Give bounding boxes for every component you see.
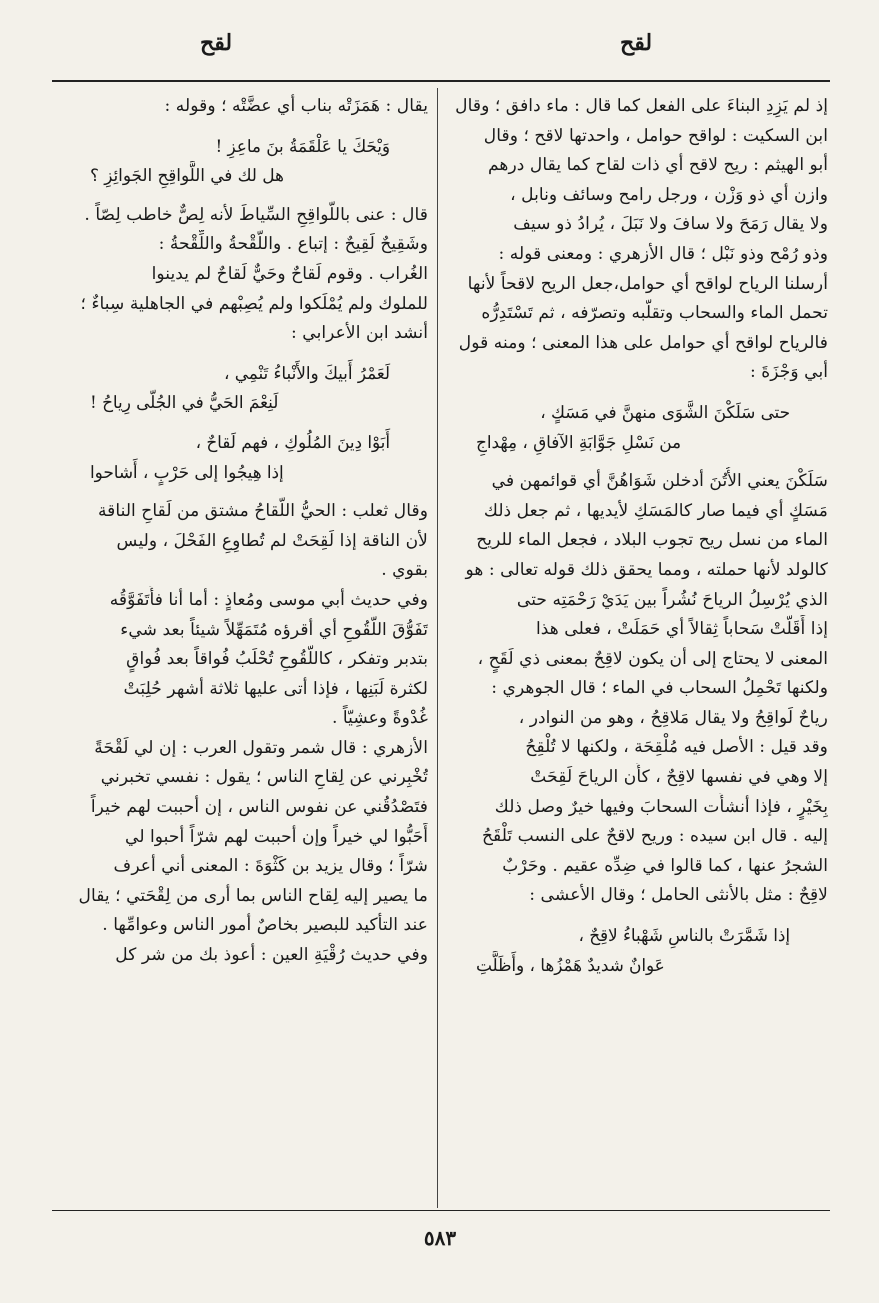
page-number: ٥٨٣ [423, 1226, 457, 1250]
verse-line: لَعَمْرُ أَبيكَ والأَنْباءُ تَنْمِي ، [224, 362, 390, 383]
text-line: الشجرُ عنها ، كما قالوا في ضِدِّه عقيم . وحَرْبٌ [502, 855, 828, 876]
text-line: للملوك ولم يُمْلَكوا ولم يُصِبْهم في الجاهلية سِباءٌ ؛ [80, 293, 428, 314]
verse-line: حتى سَلَكْنَ الشَّوَى منهنَّ في مَسَكٍ ، [540, 401, 790, 422]
verse-block [60, 132, 428, 191]
text-line: سَلَكْنَ يعني الأُتُنَ أدخلن شَوَاهُنَّ أي قوائمهن في [491, 471, 828, 492]
text-line: ابن السكيت : لواقح حوامل ، واحدتها لاقح ؛ وقال [483, 125, 828, 146]
text-line: يقال : هَمَزَتْه بناب أي عضَّتْه ؛ وقوله : [164, 96, 428, 116]
paragraph [60, 497, 428, 586]
paragraph [446, 467, 828, 911]
verse-line: هل لك في اللَّواقِحِ الجَوائِزِ ؟ [90, 165, 284, 186]
verse-line: من نَسْلِ جَوَّابَةِ الآفاقِ ، مِهْداجِ [476, 431, 681, 452]
verse-block [60, 359, 428, 418]
text-line: مَسَكٍ أي فيما صار كالمَسَكِ لأيديها ، ثم جعل ذلك [483, 500, 828, 521]
text-line: ولكنها تَحْمِلُ السحاب في الماء ؛ قال الجوهري : [491, 678, 828, 699]
text-line: تَفَوُّقَ اللَّقُوحِ أي أقرؤه مُتَمَهِّلاً شيئاً بعد شيء [120, 619, 428, 640]
text-line: وشَقِيحٌ لَقِيحٌ : إتباع . واللَّقْحةُ واللِّقْحةُ : [158, 234, 428, 255]
text-line: إذ لم يَزِدِ البناءَ على الفعل كما قال : ماء دافق ؛ وقال [455, 96, 828, 116]
text-line: رياحٌ لَواقِحُ ولا يقال مَلاقِحُ ، وهو من النوادر ، [518, 707, 828, 728]
verse-line: إذا شَمَّرَتْ بالناسِ شَهْباءُ لاقِحٌ ، [578, 925, 790, 946]
text-line: كالولد لأنها حملته ، ومما يحقق ذلك قوله تعالى : هو [465, 559, 828, 580]
verse-block [446, 921, 828, 980]
text-line: لأن الناقة إذا لَقِحَتْ لم تُطاوِعِ الفَحْلَ ، وليس [116, 530, 428, 551]
verse-line: أَبَوْا دِينَ المُلُوكِ ، فهم لَقاحٌ ، [195, 431, 390, 452]
text-line: الماء من نسل ريح تجوب البلاد ، فجعل الماء للريح [476, 530, 828, 551]
verse-line: لَنِعْمَ الحَيُّ في الجُلّى رِياحُ ! [90, 392, 279, 413]
text-line: المعنى لا يحتاج إلى أن يكون لاقِحٌ بمعنى ذي لَقَحٍ ، [477, 648, 828, 669]
paragraph [60, 586, 428, 734]
text-line: تُخْبِرني عن لِقاحِ الناس ؛ يقول : نفسي تخبرني [100, 767, 428, 788]
verse-line: إذا هِيجُوا إلى حَرْبٍ ، أَشاحوا [90, 461, 284, 482]
text-line: ما يصير إليه لِقاح الناس بما أرى من لِقْحَتي ؛ يقال [78, 885, 428, 906]
text-line: بِخَيْرٍ ، فإذا أنشأَت السحابَ وفيها خيرٌ وصل ذلك [494, 796, 828, 817]
verse-block [60, 428, 428, 487]
verse-line: عَوانٌ شديدٌ هَمْزُها ، وأَظَلَّتِ [476, 954, 665, 975]
text-line: غُدْوةً وعشِيّاً . [331, 708, 428, 729]
text-line: الغُراب . وقوم لَقاحٌ وحَيٌّ لَقاحٌ لم يدينوا [151, 263, 428, 284]
running-head-right: لقح [620, 30, 653, 56]
text-line: لاقِحٌ : مثل بالأنثى الحامل ؛ وقال الأعشى : [529, 885, 828, 906]
text-line: وقد قيل : الأصل فيه مُلْقِحَة ، ولكنها لا تُلْقِحُ [525, 737, 828, 758]
paragraph [446, 92, 828, 388]
running-head-left: لقح [200, 30, 233, 56]
paragraph [60, 201, 428, 349]
text-line: قال : عنى باللَّواقِحِ السِّياطَ لأنه لِصٌّ خاطب لِصّاً . [84, 204, 428, 225]
verse-block [446, 398, 828, 457]
text-line: الذي يُرْسِلُ الرياحَ نُشُراً بين يَدَيْ رَحْمَتِه حتى [516, 589, 828, 610]
text-line: وذو رُمْح وذو نَبْل ؛ قال الأزهري : ومعنى قوله : [498, 243, 828, 264]
text-line: ولا يقال رَمَحَ ولا سافَ ولا نَبَلَ ، يُرادُ ذو سيف [513, 214, 828, 235]
text-line: لكثرة لَبَنِها ، فإذا أتى عليها ثلاثة أشهر حُلِبَتْ [123, 678, 428, 699]
text-line: الأزهري : قال شمر وتقول العرب : إن لي لَقْحَةً [94, 737, 428, 758]
text-line: بقوي . [381, 560, 428, 581]
text-line: إلا وهي في نفسها لاقِحٌ ، كأَن الرياحَ لَقِحَتْ [530, 767, 828, 788]
text-line: وقال ثعلب : الحيُّ اللَّقاحُ مشتق من لَقاحِ الناقة [97, 501, 428, 522]
text-line: فتَصْدُقُني عن نفوس الناس ، إن أحببت لهم خيراً [90, 797, 428, 818]
footer-rule [52, 1210, 830, 1211]
left-column [60, 92, 428, 1202]
paragraph [60, 734, 428, 941]
text-line: أبي وَجْزَةَ : [749, 362, 828, 383]
text-line: إليه . قال ابن سيده : وريح لاقحٌ على النسب تَلْقَحُ [481, 826, 828, 847]
text-line: إذا أَقَلَّتْ سَحاباً ثِقالاً أي حَمَلَتْ ، فعلى هذا [535, 619, 828, 640]
text-line: أَحَبُّوا لي خيراً وإن أحببت لهم شرّاً أحبوا لي [125, 826, 428, 847]
verse-line: وَيْحَكَ يا عَلْقَمَةُ بنَ ماعِزِ ! [215, 135, 390, 156]
text-line: أرسلنا الرياح لواقح أي حوامل،جعل الريح لاقحاً لأنها [467, 273, 828, 294]
text-line: وفي حديث رُقْيَةِ العين : أعوذ بك من شر كل [115, 945, 428, 966]
text-line: وازن أي ذو وَزْن ، ورجل رامح وسائف ونابل ، [510, 184, 828, 205]
column-divider [437, 88, 438, 1208]
text-line: أبو الهيثم : ريح لاقح أي ذات لقاح كما يقال درهم [487, 155, 828, 176]
text-line: عند التأكيد للبصير بخاصٌ أمور الناس وعوامِّها . [102, 915, 428, 936]
text-line: أنشد ابن الأعرابي : [291, 323, 428, 344]
right-column [446, 92, 828, 1202]
header-rule [52, 80, 830, 82]
text-line: شرّاً ؛ وقال يزيد بن كَثْوَةَ : المعنى أني أعرف [113, 856, 428, 877]
text-line: تحمل الماء والسحاب وتقلّبه وتصرّفه ، ثم تَسْتَدِرُّه [481, 303, 828, 324]
text-line: وفي حديث أبي موسى ومُعاذٍ : أما أنا فأَتَفَوَّقُه [109, 589, 428, 610]
text-line: بتدبر وتفكر ، كاللَّقُوحِ تُحْلَبُ فُواقاً بعد فُواقٍ [126, 649, 428, 670]
text-line: فالرياح لواقح أي حوامل على هذا المعنى ؛ ومنه قول [458, 332, 828, 353]
